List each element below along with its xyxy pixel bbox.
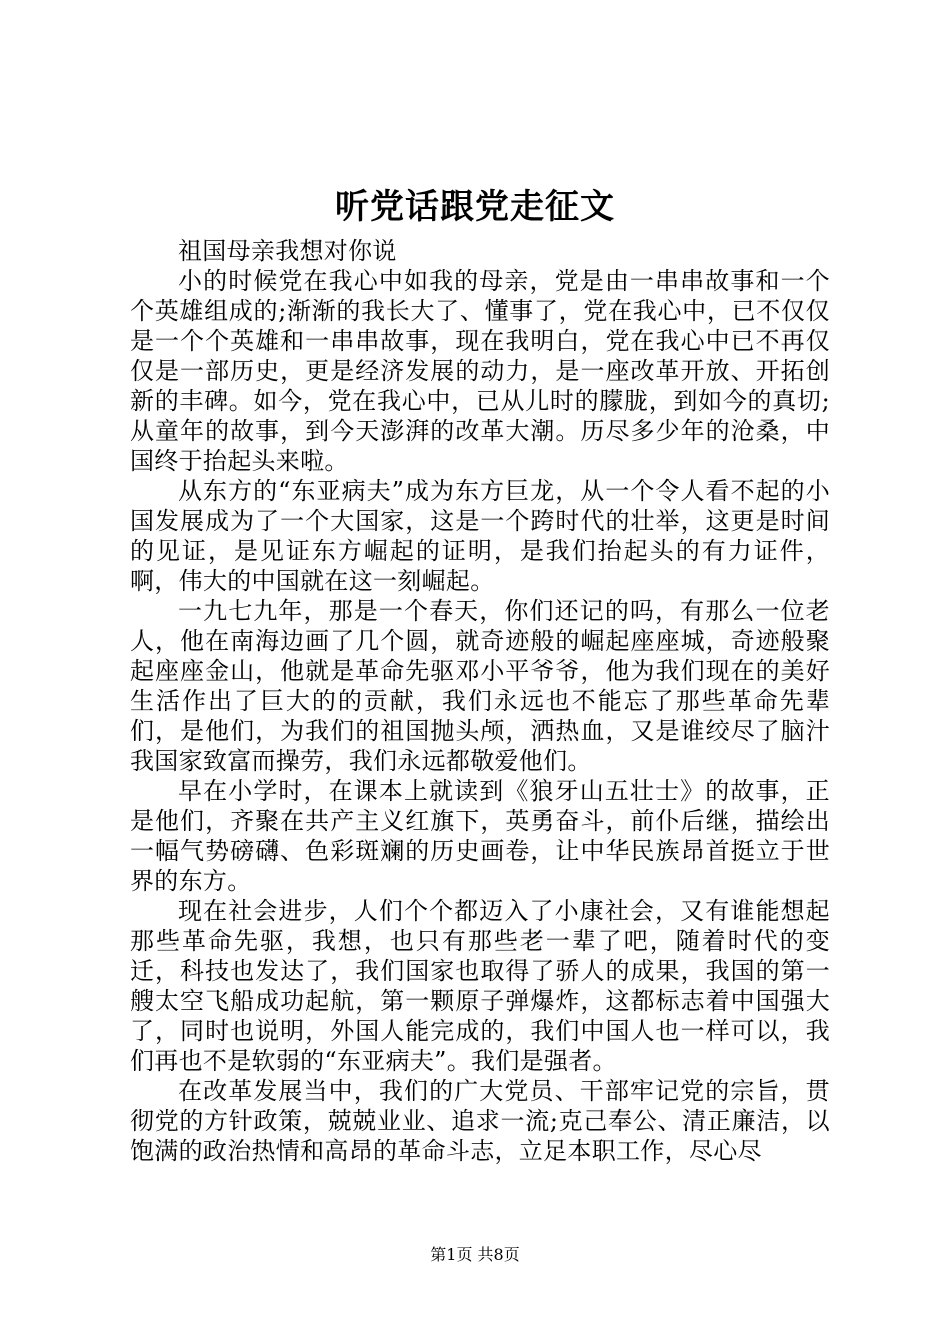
paragraph-4: 一九七九年，那是一个春天，你们还记的吗，有那么一位老人，他在南海边画了几个圆，就奇迹般的崛起座座城，奇迹般聚起座座金山，他就是革命先驱邓小平爷爷，他为我们现在的美好生活作出了巨大的的贡献，我们永远也不能忘了那些革命先辈们，是他们，为我们的祖国抛头颅，洒热血，又是谁绞尽了脑汁我国家致富而操劳，我们永远都敬爱他们。 xyxy=(130,597,830,775)
paragraph-5: 早在小学时，在课本上就读到《狼牙山五壮士》的故事，正是他们，齐聚在共产主义红旗下，英勇奋斗，前仆后继，描绘出一幅气势磅礴、色彩斑斓的历史画卷，让中华民族昂首挺立于世界的东方。 xyxy=(130,777,830,895)
document-body xyxy=(130,236,830,1166)
paragraph-7: 在改革发展当中，我们的广大党员、干部牢记党的宗旨，贯彻党的方针政策，兢兢业业、追求一流;克己奉公、清正廉洁，以饱满的政治热情和高昂的革命斗志，立足本职工作，尽心尽 xyxy=(130,1077,830,1165)
page-footer: 第1页 共8页 xyxy=(430,1245,520,1264)
paragraph-6: 现在社会进步，人们个个都迈入了小康社会，又有谁能想起那些革命先驱，我想，也只有那些老一辈了吧，随着时代的变迁，科技也发达了，我们国家也取得了骄人的成果，我国的第一艘太空飞船成功起航，第一颗原子弹爆炸，这都标志着中国强大了，同时也说明，外国人能完成的，我们中国人也一样可以，我们再也不是软弱的“东亚病夫”。我们是强者。 xyxy=(130,897,830,1075)
paragraph-1: 祖国母亲我想对你说 xyxy=(178,237,397,265)
paragraph-2: 小的时候党在我心中如我的母亲，党是由一串串故事和一个个英雄组成的;渐渐的我长大了、懂事了，党在我心中，已不仅仅是一个个英雄和一串串故事，现在我明白，党在我心中已不再仅仅是一部历史，更是经济发展的动力，是一座改革开放、开拓创新的丰碑。如今，党在我心中，已从儿时的朦胧，到如今的真切;从童年的故事，到今天澎湃的改革大潮。历尽多少年的沧桑，中国终于抬起头来啦。 xyxy=(130,267,830,475)
document-title: 听党话跟党走征文 xyxy=(335,187,615,227)
paragraph-3: 从东方的“东亚病夫”成为东方巨龙，从一个令人看不起的小国发展成为了一个大国家，这是一个跨时代的壮举，这更是时间的见证，是见证东方崛起的证明，是我们抬起头的有力证件，啊，伟大的中国就在这一刻崛起。 xyxy=(130,477,830,595)
